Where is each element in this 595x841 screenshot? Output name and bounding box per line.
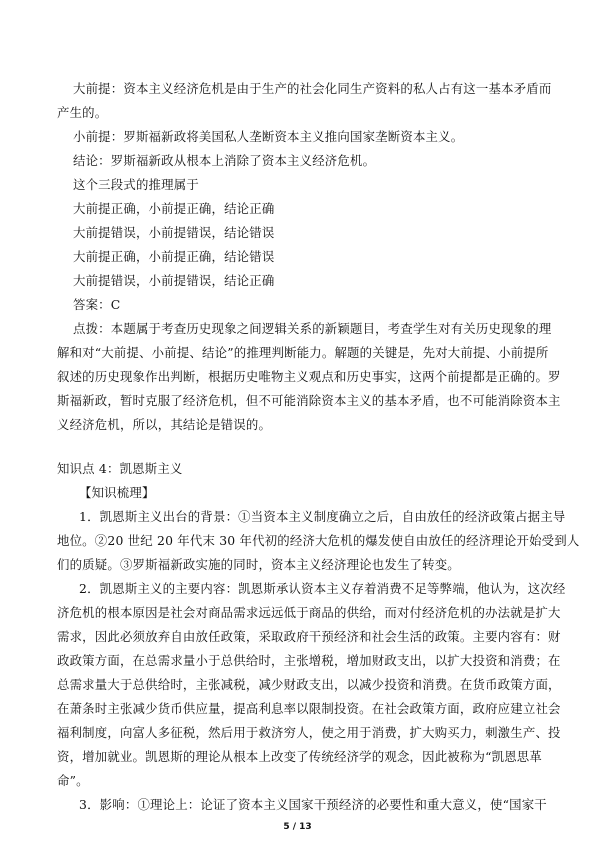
text-line: 大前提：资本主义经济危机是由于生产的社会化同生产资料的私人占有这一基本矛盾而 <box>73 81 552 96</box>
text-line: 义经济危机，所以，其结论是错误的。 <box>57 417 272 432</box>
text-line: 总需求量大于总供给时，主张减税，减少财政支出，以减少投资和消费。在货币政策方面， <box>57 677 561 692</box>
text-line: 产生的。 <box>57 105 108 120</box>
text-line: 这个三段式的推理属于 <box>73 177 199 192</box>
text-line: 点拨：本题属于考查历史现象之间逻辑关系的新颖题目，考查学生对有关历史现象的理 <box>73 321 552 336</box>
text-line: 需求，因此必须放弃自由放任政策，采取政府干预经济和社会生活的政策。主要内容有：财 <box>57 629 561 644</box>
option-line: 大前提错误，小前提错误，结论错误 <box>73 225 275 240</box>
section-heading: 知识点 4：凯恩斯主义 <box>57 461 183 476</box>
text-line: 小前提：罗斯福新政将美国私人垄断资本主义推向国家垄断资本主义。 <box>73 129 464 144</box>
text-line: 结论：罗斯福新政从根本上消除了资本主义经济危机。 <box>73 153 376 168</box>
text-line: 解和对“大前提、小前提、结论”的推理判断能力。解题的关键是，先对大前提、小前提所 <box>57 345 549 360</box>
text-line: 济危机的根本原因是社会对商品需求远远低于商品的供给，而对付经济危机的办法就是扩大 <box>57 605 561 620</box>
page-number: 5 / 13 <box>283 822 312 832</box>
text-line: 政政策方面，在总需求量小于总供给时，主张增税，增加财政支出，以扩大投资和消费；在 <box>57 653 561 668</box>
text-line: 3．影响：①理论上：论证了资本主义国家干预经济的必要性和重大意义，使“国家干 <box>79 797 547 812</box>
text-line: 斯福新政，暂时克服了经济危机，但不可能消除资本主义的基本矛盾，也不可能消除资本主 <box>57 393 561 408</box>
text-line: 1．凯恩斯主义出台的背景：①当资本主义制度确立之后，自由放任的经济政策占据主导 <box>79 509 566 524</box>
answer-line: 答案：C <box>73 297 121 312</box>
text-line: 命”。 <box>57 773 89 788</box>
option-line: 大前提正确，小前提正确，结论正确 <box>73 201 275 216</box>
text-line: 叙述的历史现象作出判断，根据历史唯物主义观点和历史事实，这两个前提都是正确的。罗 <box>57 369 561 384</box>
option-line: 大前提正确，小前提正确，结论错误 <box>73 249 275 264</box>
option-line: 大前提错误，小前提错误，结论正确 <box>73 273 275 288</box>
text-line: 2．凯恩斯主义的主要内容：凯恩斯承认资本主义存着消费不足等弊端，他认为，这次经 <box>79 581 566 596</box>
text-line: 在萧条时主张减少货币供应量，提高利息率以限制投资。在社会政策方面，政府应建立社会 <box>57 701 561 716</box>
text-line: 地位。②20 世纪 20 年代末 30 年代初的经济大危机的爆发使自由放任的经济理论开始受到人 <box>57 533 580 548</box>
text-line: 资，增加就业。凯恩斯的理论从根本上改变了传统经济学的观念，因此被称为“凯恩思革 <box>57 749 542 764</box>
subsection-heading: 【知识梳理】 <box>79 485 155 500</box>
text-line: 福利制度，向富人多征税，然后用于救济穷人，使之用于消费，扩大购买力，刺激生产、投 <box>57 725 561 740</box>
text-line: 们的质疑。③罗斯福新政实施的同时，资本主义经济理论也发生了转变。 <box>57 557 460 572</box>
